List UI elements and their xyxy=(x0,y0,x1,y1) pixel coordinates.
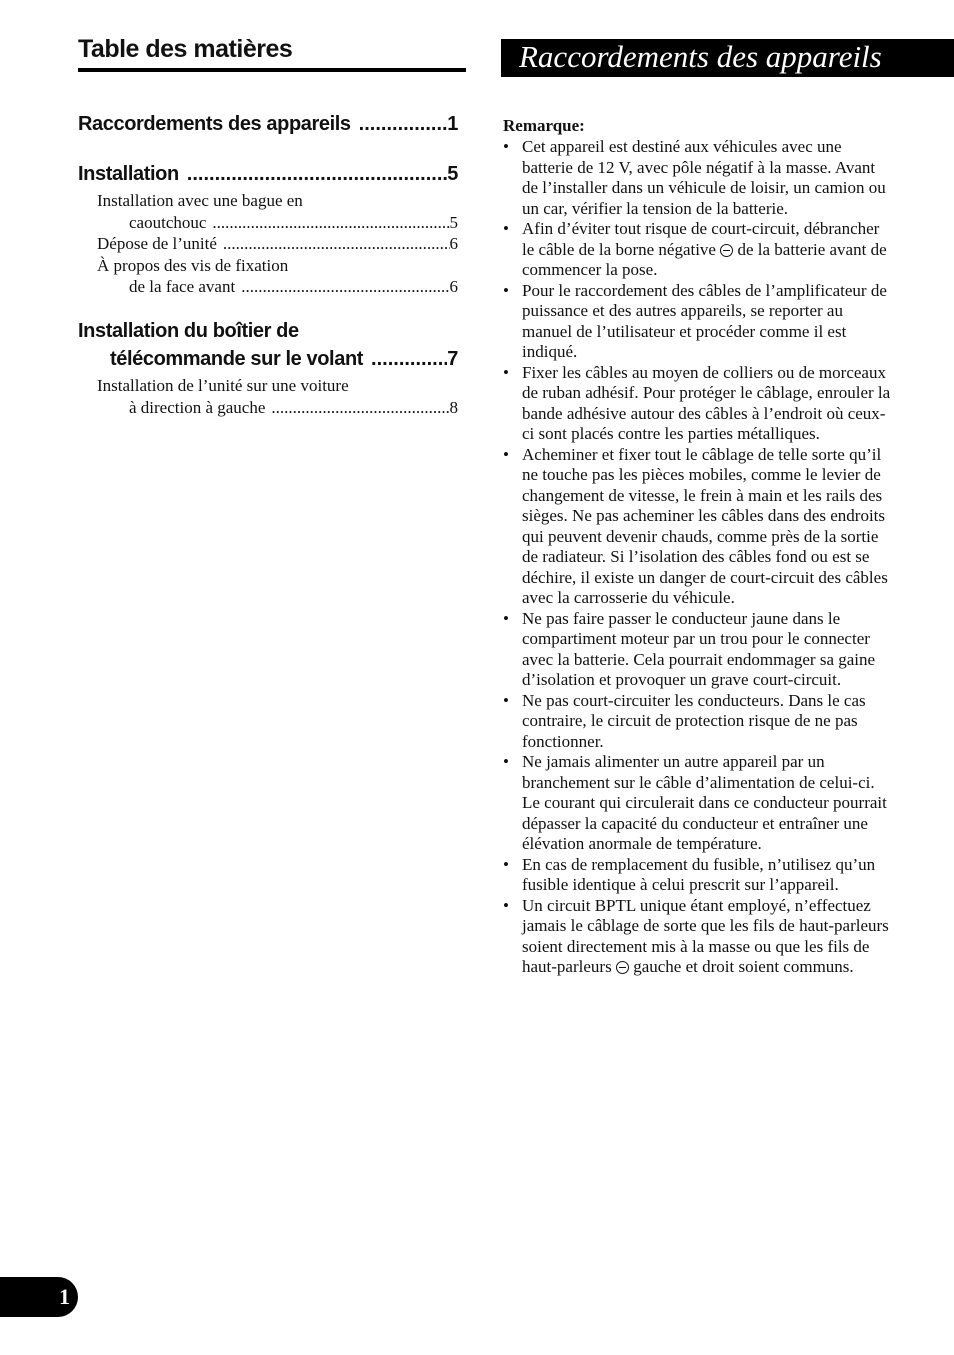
toc-sub-page: 6 xyxy=(449,234,458,253)
toc-heading: Table des matières xyxy=(78,32,466,72)
toc-entry-steering-remote-line1[interactable]: Installation du boîtier de xyxy=(78,320,299,342)
toc-entry-connections[interactable] xyxy=(78,111,458,138)
bullet-icon: • xyxy=(503,280,509,300)
note-text: Cet appareil est destiné aux véhicules avec une batterie de 12 V, avec pôle négatif à la masse. Avant de l’installer dans un véhicule de loisir, un camion ou un car, vérifier la tension de la batterie. xyxy=(522,137,886,218)
toc-entry-page: 1 xyxy=(447,113,458,135)
toc-entry-title: télécommande sur le volant xyxy=(110,348,364,370)
toc-leader-dots xyxy=(235,276,449,298)
toc-sub-install-ring-line1[interactable]: Installation avec une bague en xyxy=(97,191,303,210)
toc-leader-dots xyxy=(351,111,448,138)
toc-sub-lhd[interactable] xyxy=(129,397,458,419)
note-item xyxy=(503,855,893,896)
note-item xyxy=(503,896,893,978)
toc-sub-screws-line1[interactable]: À propos des vis de fixation xyxy=(97,256,289,275)
note-text: Un circuit BPTL unique étant employé, n’effectuez jamais le câblage de sorte que les fils de haut-parleurs soient directement mis à la masse ou que les fils de haut-parleurs xyxy=(522,895,889,976)
page-number: 1 xyxy=(0,1277,78,1317)
note-text: Acheminer et fixer tout le câblage de telle sorte qu’il ne touche pas les pièces mobiles, comme le levier de changement de vitesse, le frein à main et les rails des sièges. Ne pas acheminer les câbles dans des endroits qui peuvent devenir chauds, comme près de la sortie de radiateur. Si l’isolation des câbles fond ou est se déchire, il existe un danger de court-circuit des câbles avec la carrosserie du véhicule. xyxy=(522,444,888,607)
toc-leader-dots xyxy=(265,397,449,419)
toc-sub-install-ring[interactable] xyxy=(129,212,458,234)
note-item xyxy=(503,752,893,855)
bullet-icon: • xyxy=(503,444,509,464)
toc-sub-title: à direction à gauche xyxy=(129,398,266,417)
note-text: Ne pas court-circuiter les conducteurs. Dans le cas contraire, le circuit de protection risque de ne pas fonctionner. xyxy=(522,690,866,751)
toc-leader-dots xyxy=(217,233,450,255)
note-list xyxy=(503,137,893,978)
note-text: Ne jamais alimenter un autre appareil par un branchement sur le câble d’alimentation de celui-ci. Le courant qui circulerait dans ce conducteur pourrait dépasser la capacité du conducteur et entraîner une élévation anormale de température. xyxy=(522,752,887,853)
toc-leader-dots xyxy=(206,212,449,234)
note-text: Ne pas faire passer le conducteur jaune dans le compartiment moteur par un trou pour le connecter avec la batterie. Cela pourrait endommager sa gaine d’isolation et provoquer un grave court-circuit. xyxy=(522,608,876,689)
note-title: Remarque: xyxy=(503,116,585,135)
toc-sub-page: 6 xyxy=(449,277,458,296)
note-item xyxy=(503,691,893,753)
note-item xyxy=(503,281,893,363)
toc-sub-title: caoutchouc xyxy=(129,213,207,232)
note-text: Fixer les câbles au moyen de colliers ou de morceaux de ruban adhésif. Pour protéger le câblage, enrouler la bande adhésive autour des câbles à l’endroit où ceux-ci sont placés contre les parties métalliques. xyxy=(522,362,891,443)
toc-entry-page: 7 xyxy=(447,348,458,370)
note-text: gauche et droit soient communs. xyxy=(633,957,854,976)
negative-terminal-icon xyxy=(616,961,629,974)
toc-sub-page: 8 xyxy=(449,398,458,417)
note-item xyxy=(503,219,893,281)
toc-sub-lhd-line1[interactable]: Installation de l’unité sur une voiture xyxy=(97,376,349,395)
bullet-icon: • xyxy=(503,608,509,628)
toc-leader-dots xyxy=(179,161,447,188)
bullet-icon: • xyxy=(503,362,509,382)
note-text: En cas de remplacement du fusible, n’utilisez qu’un fusible identique à celui prescrit sur l’appareil. xyxy=(522,854,876,894)
bullet-icon: • xyxy=(503,137,509,156)
toc-sub-screws[interactable] xyxy=(129,276,458,298)
note-section xyxy=(503,115,893,978)
note-item xyxy=(503,137,893,219)
bullet-icon: • xyxy=(503,219,509,238)
bullet-icon: • xyxy=(503,752,509,771)
toc-sub-title: de la face avant xyxy=(129,277,236,296)
bullet-icon: • xyxy=(503,895,509,915)
toc-entry-title: Installation xyxy=(78,163,179,185)
note-text: Afin d’éviter tout risque de court-circuit, débrancher le câble de la borne négative xyxy=(522,219,880,259)
toc-sub-title: Dépose de l’unité xyxy=(97,234,217,253)
toc-sub-page: 5 xyxy=(449,213,458,232)
note-item xyxy=(503,363,893,445)
toc-entry-page: 5 xyxy=(447,163,458,185)
note-item xyxy=(503,609,893,691)
note-text: de la batterie avant de commencer la pose. xyxy=(522,239,887,279)
note-item xyxy=(503,445,893,609)
toc-leader-dots xyxy=(363,346,447,373)
toc-sub-remove-unit[interactable] xyxy=(97,233,458,255)
section-title-banner: Raccordements des appareils xyxy=(501,39,954,77)
bullet-icon: • xyxy=(503,690,509,710)
toc-entry-steering-remote[interactable] xyxy=(110,346,458,373)
negative-terminal-icon xyxy=(720,244,733,257)
bullet-icon: • xyxy=(503,854,509,874)
note-text: Pour le raccordement des câbles de l’amplificateur de puissance et des autres appareils, se reporter au manuel de l’utilisateur et procéder comme il est indiqué. xyxy=(522,280,887,361)
toc-entry-installation[interactable] xyxy=(78,161,458,188)
toc-entry-title: Raccordements des appareils xyxy=(78,113,351,135)
